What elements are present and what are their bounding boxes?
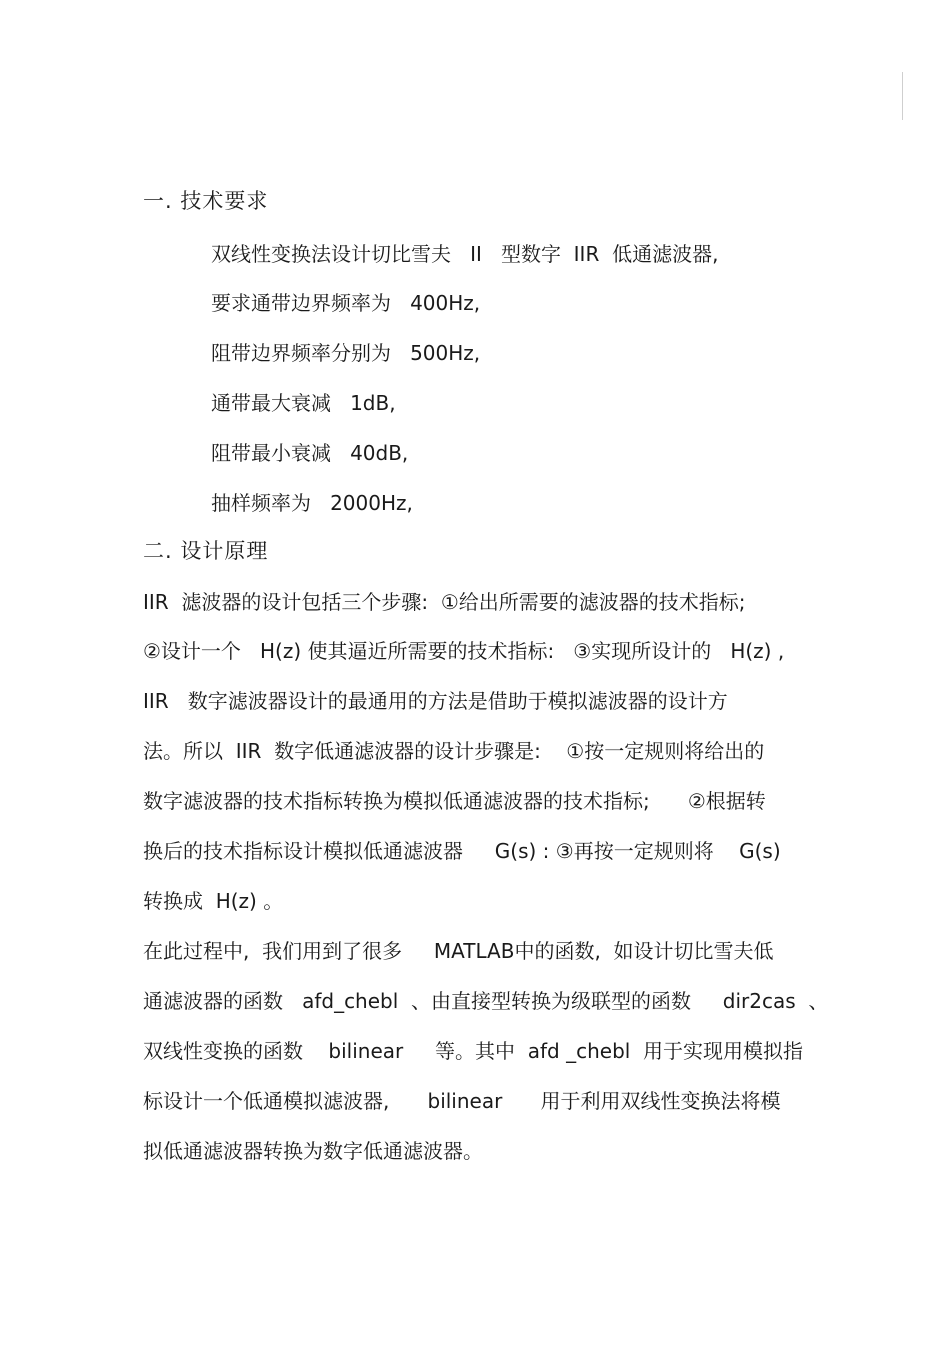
paragraph-line: 换后的技术指标设计模拟低通滤波器 G(s) : ③再按一定规则将 G(s) [143,839,781,863]
requirement-line: 双线性变换法设计切比雪夫 II 型数字 IIR 低通滤波器, [211,242,719,266]
paragraph-line: 在此过程中, 我们用到了很多 MATLAB中的函数, 如设计切比雪夫低 [143,939,774,963]
paragraph-line: 拟低通滤波器转换为数字低通滤波器。 [143,1139,483,1163]
paragraph-line: 通滤波器的函数 afd_chebl 、由直接型转换为级联型的函数 dir2cas 、 [143,989,829,1013]
requirement-line: 阻带边界频率分别为 500Hz, [211,341,481,365]
requirement-line: 要求通带边界频率为 400Hz, [211,291,481,315]
section-heading-principle: 二. 设计原理 [143,539,269,563]
paragraph-line: ②设计一个 H(z) 使其逼近所需要的技术指标: ③实现所设计的 H(z) , [143,639,785,663]
requirement-line: 阻带最小衰减 40dB, [211,441,409,465]
paragraph-line: IIR 滤波器的设计包括三个步骤: ①给出所需要的滤波器的技术指标; [143,590,746,614]
page-edge-divider [902,72,903,120]
paragraph-line: 双线性变换的函数 bilinear 等。其中 afd _chebl 用于实现用模拟指 [143,1039,804,1063]
paragraph-line: 标设计一个低通模拟滤波器, bilinear 用于利用双线性变换法将模 [143,1089,781,1113]
paragraph-line: 法。所以 IIR 数字低通滤波器的设计步骤是: ①按一定规则将给出的 [143,739,765,763]
requirement-line: 抽样频率为 2000Hz, [211,491,413,515]
paragraph-line: IIR 数字滤波器设计的最通用的方法是借助于模拟滤波器的设计方 [143,689,728,713]
requirement-line: 通带最大衰减 1dB, [211,391,396,415]
paragraph-line: 数字滤波器的技术指标转换为模拟低通滤波器的技术指标; ②根据转 [143,789,766,813]
section-heading-requirements: 一. 技术要求 [143,189,269,213]
paragraph-line: 转换成 H(z) 。 [143,889,284,913]
